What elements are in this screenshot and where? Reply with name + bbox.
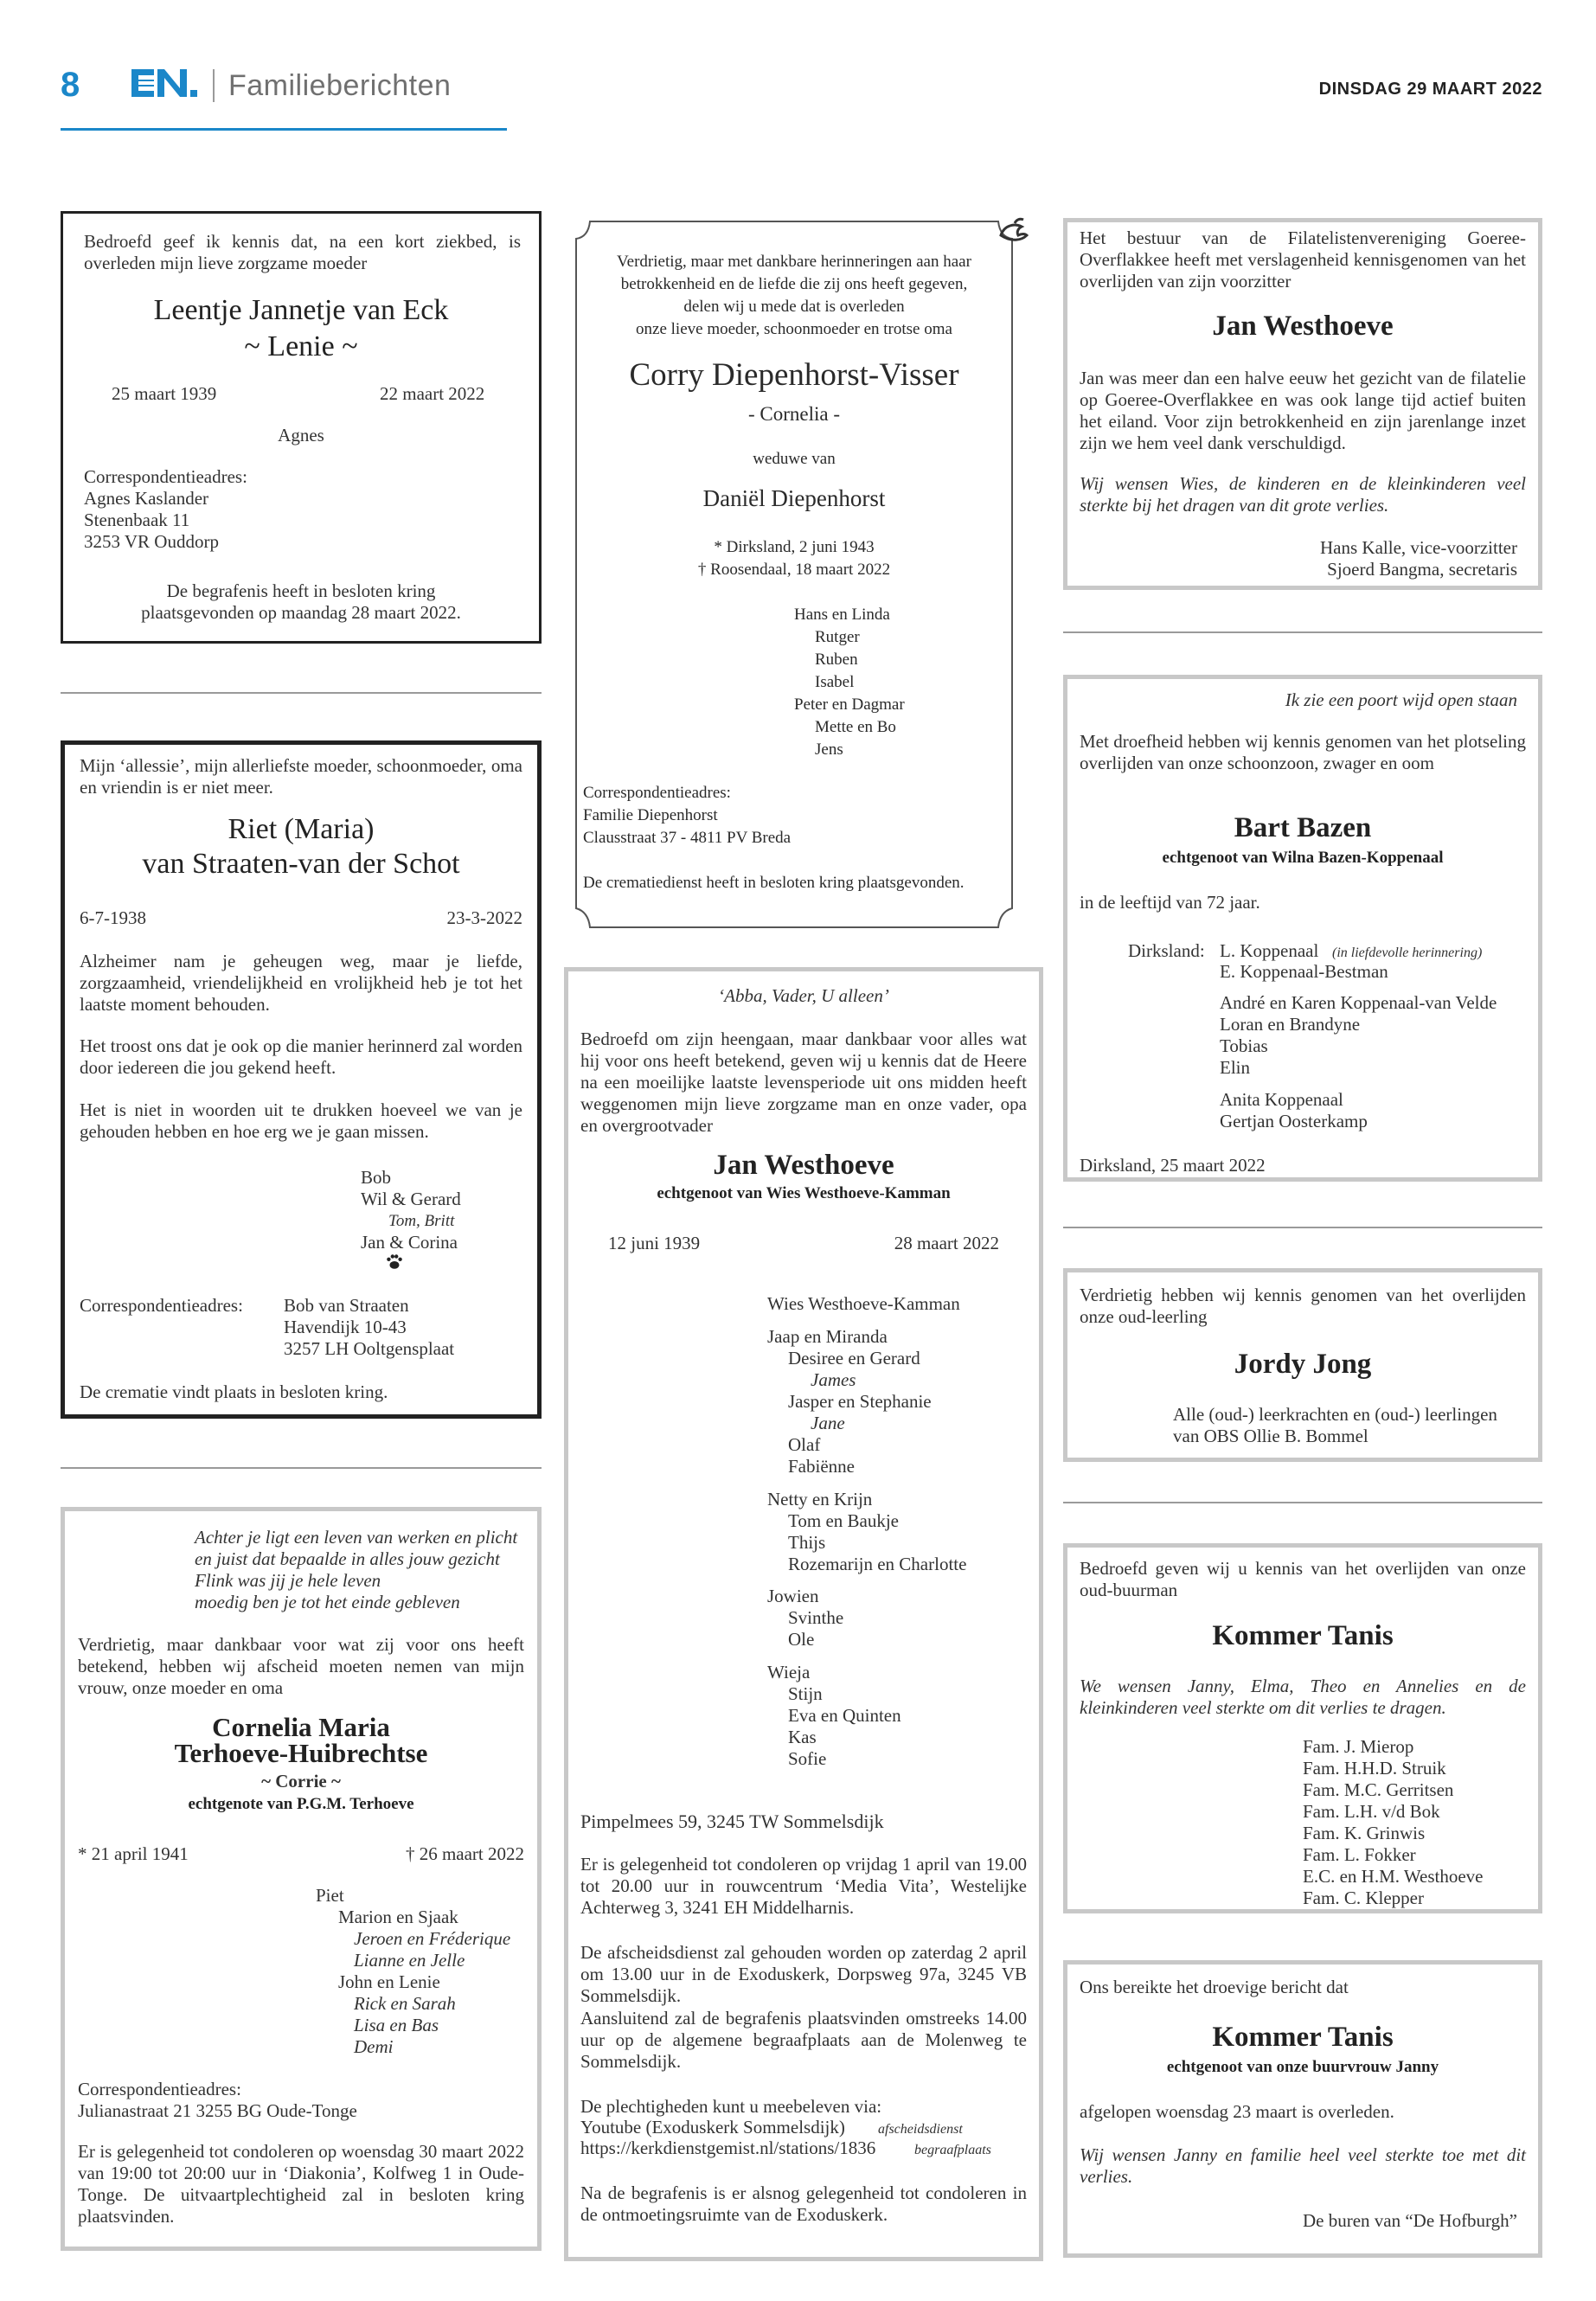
stream-url-note: begraafplaats [914, 2143, 991, 2157]
addr-line: Bob van Straaten [284, 1295, 409, 1316]
paw-print-icon [385, 1252, 404, 1271]
paragraph: Jan was meer dan een halve eeuw het gezicht van de filatelie op Goeree-Overflakkee en was ook lange tijd actief buiten het eiland. Voor zijn betrokkenheid en zijn jarenlange inzet zijn we hem veel dank verschuldigd. [1080, 368, 1526, 453]
closing-note: Er is gelegenheid tot condoleren op woensdag 30 maart 2022 van 19:00 tot 20:00 uur in ‘Diakonia’, Kolfweg 1 in Oude-Tonge. De uitvaartplechtigheid zal in besloten kring plaatsvinden. [78, 2141, 524, 2227]
family-member: Jane [811, 1413, 845, 1433]
family-member: Lisa en Bas [354, 2015, 439, 2035]
deceased-nickname: - Cornelia - [747, 403, 840, 425]
death-note: afgelopen woensdag 23 maart is overleden. [1080, 2101, 1394, 2122]
family-member: Mette en Bo [815, 718, 896, 736]
intro-line: onze lieve moeder, schoonmoeder en trotse oma [636, 320, 952, 338]
family-member: Jens [815, 740, 843, 759]
deceased-name: Jordy Jong [1234, 1349, 1372, 1380]
correspondence-address [84, 466, 247, 553]
intro-text: Bedroefd geef ik kennis dat, na een kort ziekbed, is overleden mijn lieve zorgzame moeder [84, 231, 521, 273]
family-list [1220, 992, 1497, 1079]
funeral-note [63, 580, 539, 624]
intro-text [567, 251, 1021, 341]
family-member: Fabiënne [788, 1456, 855, 1477]
deceased-name: Jan Westhoeve [1212, 311, 1394, 342]
addr-line: Correspondentieadres: [78, 2079, 241, 2099]
addr-line: Correspondentieadres: [583, 784, 731, 802]
section-title: Familieberichten [228, 69, 452, 102]
intro-text: Bedroefd om zijn heengaan, maar dankbaar voor alles wat hij voor ons heeft betekend, geven wij u kennis dat de Heere na een moeilijke laatste levensperiode uit ons midden heeft weggenomen mijn lieve zorgzame man en onze vader, opa en overgrootvader [580, 1029, 1027, 1136]
wish-text: We wensen Janny, Elma, Theo en Annelies en de kleinkinderen veel sterkte om dit verlies te dragen. [1080, 1676, 1526, 1718]
death-date: 28 maart 2022 [894, 1233, 999, 1253]
family-member: Lianne en Jelle [354, 1950, 465, 1971]
divider [61, 692, 542, 694]
deceased-name: Kommer Tanis [1212, 2022, 1394, 2053]
divider [1063, 631, 1542, 633]
birth-date: 12 juni 1939 [608, 1233, 701, 1253]
remembrance-note: (in liefdevolle herinnering) [1332, 945, 1483, 960]
deceased-name: Cornelia Maria [212, 1712, 390, 1742]
address-label: Correspondentieadres: [80, 1295, 243, 1316]
addr-line: Havendijk 10-43 [284, 1317, 407, 1337]
deceased-name: Riet (Maria) [228, 813, 375, 845]
family-member: Isabel [815, 673, 855, 691]
deceased-nickname: ~ Lenie ~ [244, 330, 358, 362]
family-member: André en Karen Koppenaal-van Velde [1220, 992, 1497, 1013]
correspondence-address [583, 782, 791, 849]
widow-label: weduwe van [753, 450, 836, 468]
deceased-name: Kommer Tanis [1212, 1620, 1394, 1651]
intro-line: Verdrietig, maar met dankbare herinneringen aan haar [617, 253, 971, 271]
poem-line: en juist dat bepaalde in alles jouw gezicht [195, 1548, 500, 1569]
closing-note: De crematie vindt plaats in besloten kring. [80, 1381, 388, 1402]
paragraph: Het is niet in woorden uit te drukken hoeveel we van je gehouden hebben en hoe erg we je gaan missen. [80, 1099, 522, 1142]
family-list [1220, 1089, 1368, 1132]
notice-bazen [1063, 675, 1542, 1182]
family-member: Svinthe [788, 1607, 844, 1628]
signature: Sjoerd Bangma, secretaris [1327, 559, 1517, 580]
family-member: Eva en Quinten [788, 1705, 901, 1726]
paragraph: Na de begrafenis is er alsnog gelegenheid tot condoleren in de ontmoetingsruimte van de Exoduskerk. [580, 2182, 1027, 2225]
intro-text: Bedroefd geven wij u kennis van het overlijden van onze oud-buurman [1080, 1558, 1526, 1600]
header-separator [213, 69, 215, 102]
notice-terhoeve [61, 1507, 542, 2251]
funeral-line: plaatsgevonden op maandag 28 maart 2022. [141, 602, 461, 623]
funeral-line: De begrafenis heeft in besloten kring [166, 580, 436, 601]
place-date: Dirksland, 25 maart 2022 [1080, 1155, 1266, 1176]
spouse-line: echtgenote van P.G.M. Terhoeve [188, 1795, 414, 1813]
family-group [767, 1662, 901, 1770]
intro-text: Ons bereikte het droevige bericht dat [1080, 1977, 1349, 1997]
signature: Hans Kalle, vice-voorzitter [1320, 537, 1517, 558]
signature: Fam. C. Klepper [1303, 1888, 1424, 1908]
family-member: Jan & Corina [361, 1232, 458, 1253]
addr-line: Familie Diepenhorst [583, 806, 718, 824]
family-group [767, 1586, 843, 1650]
family-member: Kas [788, 1727, 817, 1747]
family-member: Loran en Brandyne [1220, 1014, 1361, 1035]
poem-line: Achter je ligt een leven van werken en plicht [195, 1527, 518, 1548]
notice-van-straaten [61, 740, 542, 1419]
family-member: Gertjan Oosterkamp [1220, 1111, 1368, 1131]
divider [61, 1467, 542, 1469]
notice-van-eck [61, 211, 542, 644]
birth-date: * 21 april 1941 [78, 1843, 189, 1864]
spouse-line: echtgenoot van onze buurvrouw Janny [1166, 2058, 1439, 2076]
notice-diepenhorst [567, 211, 1021, 938]
notice-filatelie [1063, 218, 1542, 590]
family-member: Hans en Linda [794, 606, 890, 624]
family-member: E. Koppenaal-Bestman [1220, 961, 1388, 982]
family-member: Rutger [815, 628, 860, 646]
wish-text: Wij wensen Janny en familie heel veel sterkte toe met dit verlies. [1080, 2144, 1526, 2187]
family-member: Wieja [767, 1662, 811, 1682]
birth-line: * Dirksland, 2 juni 1943 [714, 538, 875, 556]
family-member: Elin [1220, 1057, 1250, 1078]
death-date: 22 maart 2022 [380, 383, 485, 404]
notice-westhoeve [564, 967, 1043, 2261]
intro-text: Mijn ‘allessie’, mijn allerliefste moeder, schoonmoeder, oma en vriendin is er niet meer. [80, 755, 522, 798]
family-member: Desiree en Gerard [788, 1348, 920, 1368]
paragraph: Er is gelegenheid tot condoleren op vrijdag 1 april van 19.00 tot 20.00 uur in rouwcentrum ‘Media Vita’, Westelijke Achterweg 3, 3241 EH Middelharnis. [580, 1854, 1027, 1918]
family-member: Netty en Krijn [767, 1489, 873, 1509]
addr-line: Stenenbaak 11 [84, 510, 190, 530]
intro-text: Verdrietig hebben wij kennis genomen van het overlijden onze oud-leerling [1080, 1285, 1526, 1327]
deceased-name: Corry Diepenhorst-Visser [629, 357, 959, 393]
husband-name: Daniël Diepenhorst [702, 485, 886, 511]
paragraph: De plechtigheden kunt u meebeleven via: [580, 2096, 882, 2117]
addr-line: Julianastraat 21 3255 BG Oude-Tonge [78, 2100, 357, 2121]
family-member: Tobias [1220, 1035, 1268, 1056]
notice-tanis-neighbours [1063, 1543, 1542, 1913]
divider [1063, 1227, 1542, 1228]
signature: De buren van “De Hofburgh” [1302, 2210, 1517, 2231]
family-list [1303, 1736, 1483, 1909]
family-member: Jeroen en Fréderique [354, 1928, 511, 1949]
addr-line: Agnes Kaslander [84, 488, 209, 509]
signature: Fam. M.C. Gerritsen [1303, 1779, 1454, 1800]
family-member: Jaap en Miranda [767, 1326, 888, 1347]
signature: van OBS Ollie B. Bommel [1173, 1426, 1368, 1446]
youtube-note: afscheidsdienst [878, 2122, 963, 2137]
family-member: Tom en Baukje [788, 1510, 899, 1531]
family-group [767, 1489, 966, 1575]
family-member: Bob [361, 1167, 392, 1188]
addr-line: 3257 LH Ooltgensplaat [284, 1338, 455, 1359]
addr-line: 3253 VR Ouddorp [84, 531, 219, 552]
intro-line: betrokkenheid en de liefde die zij ons heeft gegeven, [620, 275, 968, 293]
family-member: John en Lenie [338, 1971, 440, 1992]
death-date: 23-3-2022 [446, 907, 522, 928]
family-member: Marion en Sjaak [338, 1907, 458, 1927]
poem-line: moedig ben je tot het einde gebleven [195, 1592, 460, 1612]
family-member: Wil & Gerard [361, 1189, 461, 1209]
quote: ‘Abba, Vader, U alleen’ [718, 985, 889, 1006]
intro-text: Met droefheid hebben wij kennis genomen van het plotseling overlijden van onze schoonzoon, zwager en oom [1080, 731, 1526, 773]
birth-date: 25 maart 1939 [112, 383, 217, 404]
family-member: Wies Westhoeve-Kamman [767, 1293, 960, 1314]
poem-line: Flink was jij je hele leven [195, 1570, 381, 1591]
family-member: Jowien [767, 1586, 819, 1606]
signature: E.C. en H.M. Westhoeve [1303, 1866, 1484, 1887]
paragraph: De afscheidsdienst zal gehouden worden op zaterdag 2 april om 13.00 uur in de Exoduskerk, Dorpsweg 97a, 3245 VB Sommelsdijk. [580, 1942, 1027, 2006]
addr-line: Clausstraat 37 - 4811 PV Breda [583, 829, 792, 847]
paragraph: Het troost ons dat je ook op die manier herinnerd zal worden door iedereen die jou gekend heeft. [80, 1035, 522, 1078]
divider [1063, 1502, 1542, 1503]
family-group [767, 1293, 960, 1315]
page-number: 8 [61, 66, 80, 104]
notice-jong [1063, 1268, 1542, 1462]
family-member: James [811, 1369, 856, 1390]
deceased-fullname: van Straaten-van der Schot [142, 848, 460, 880]
signature: Fam. H.H.D. Struik [1303, 1758, 1446, 1779]
stream-url-link[interactable]: https://kerkdienstgemist.nl/stations/1836 [580, 2138, 876, 2158]
age-text: in de leeftijd van 72 jaar. [1080, 892, 1260, 913]
spouse-line: echtgenoot van Wilna Bazen-Koppenaal [1162, 849, 1444, 867]
family-list [794, 604, 905, 761]
family-member: Ole [788, 1629, 815, 1650]
paragraph: Alzheimer nam je geheugen weg, maar je liefde, zorgzaamheid, vriendelijkheid en vrolijkheid heb je tot het laatste moment behouden. [80, 951, 522, 1015]
signatures [1320, 537, 1517, 580]
family-member: Tom, Britt [388, 1212, 455, 1230]
family-list [316, 1885, 510, 2058]
header-rule [61, 128, 507, 131]
family-member: Jasper en Stephanie [788, 1391, 932, 1412]
signature: Fam. K. Grinwis [1303, 1823, 1426, 1843]
dove-icon [995, 215, 1031, 249]
deceased-name: Leentje Jannetje van Eck [153, 294, 449, 326]
correspondence-address [78, 2079, 357, 2122]
family-member: Sofie [788, 1748, 827, 1769]
intro-text: Het bestuur van de Filatelistenvereniging Goeree-Overflakkee heeft met verslagenheid kennisgenomen van het overlijden van zijn voorzitter [1080, 228, 1526, 292]
family-list [361, 1167, 461, 1253]
deceased-nickname: ~ Corrie ~ [261, 1771, 341, 1791]
family-member: Rozemarijn en Charlotte [788, 1554, 967, 1574]
intro-text: Verdrietig, maar dankbaar voor wat zij voor ons heeft betekend, hebben wij afscheid moeten nemen van mijn vrouw, onze moeder en oma [78, 1634, 524, 1698]
family-member: Piet [316, 1885, 344, 1906]
notice-tanis-hofburgh [1063, 1960, 1542, 2258]
family-member: Anita Koppenaal [1220, 1089, 1343, 1110]
family-group [767, 1326, 932, 1477]
spouse-line: echtgenoot van Wies Westhoeve-Kamman [657, 1184, 951, 1202]
correspondence-address [284, 1295, 454, 1360]
place-label: Dirksland: [1128, 940, 1205, 961]
family-member: Stijn [788, 1683, 823, 1704]
signature: Fam. L.H. v/d Bok [1303, 1801, 1440, 1822]
family-member: Peter en Dagmar [794, 695, 905, 714]
signature: Alle (oud-) leerkrachten en (oud-) leerlingen [1173, 1404, 1497, 1425]
en-logo [131, 67, 199, 99]
deceased-name: Bart Bazen [1234, 812, 1372, 843]
family-member: Demi [354, 2036, 394, 2057]
youtube-link[interactable]: Youtube (Exoduskerk Sommelsdijk) [580, 2117, 845, 2138]
quote: Ik zie een poort wijd open staan [1285, 689, 1517, 710]
poem [195, 1527, 517, 1613]
closing-note: De crematiedienst heeft in besloten kring plaatsgevonden. [583, 874, 965, 892]
birth-date: 6-7-1938 [80, 907, 146, 928]
family-member: Olaf [788, 1434, 821, 1455]
edition-date: DINSDAG 29 MAART 2022 [1318, 80, 1542, 99]
signatures [1173, 1404, 1497, 1447]
family-member: Ruben [815, 651, 858, 669]
family-member: L. Koppenaal [1220, 940, 1319, 961]
family-member: Thijs [788, 1532, 826, 1553]
family-list [1220, 961, 1388, 983]
death-line: † Roosendaal, 18 maart 2022 [697, 561, 891, 579]
addr-line: Correspondentieadres: [84, 466, 247, 487]
home-address: Pimpelmees 59, 3245 TW Sommelsdijk [580, 1811, 884, 1832]
wish-text: Wij wensen Wies, de kinderen en de kleinkinderen veel sterkte bij het dragen van dit grote verlies. [1080, 473, 1526, 516]
death-date: † 26 maart 2022 [405, 1843, 524, 1864]
signature: Fam. J. Mierop [1303, 1736, 1414, 1757]
family-member: Rick en Sarah [354, 1993, 456, 2014]
paragraph: Aansluitend zal de begrafenis plaatsvinden omstreeks 14.00 uur op de algemene begraafplaats aan de Molenweg te Sommelsdijk. [580, 2008, 1027, 2072]
intro-line: delen wij u mede dat is overleden [683, 298, 905, 316]
family-name: Agnes [278, 425, 324, 445]
signature: Fam. L. Fokker [1303, 1844, 1416, 1865]
deceased-name: Jan Westhoeve [713, 1150, 894, 1181]
deceased-fullname: Terhoeve-Huibrechtse [174, 1738, 428, 1768]
